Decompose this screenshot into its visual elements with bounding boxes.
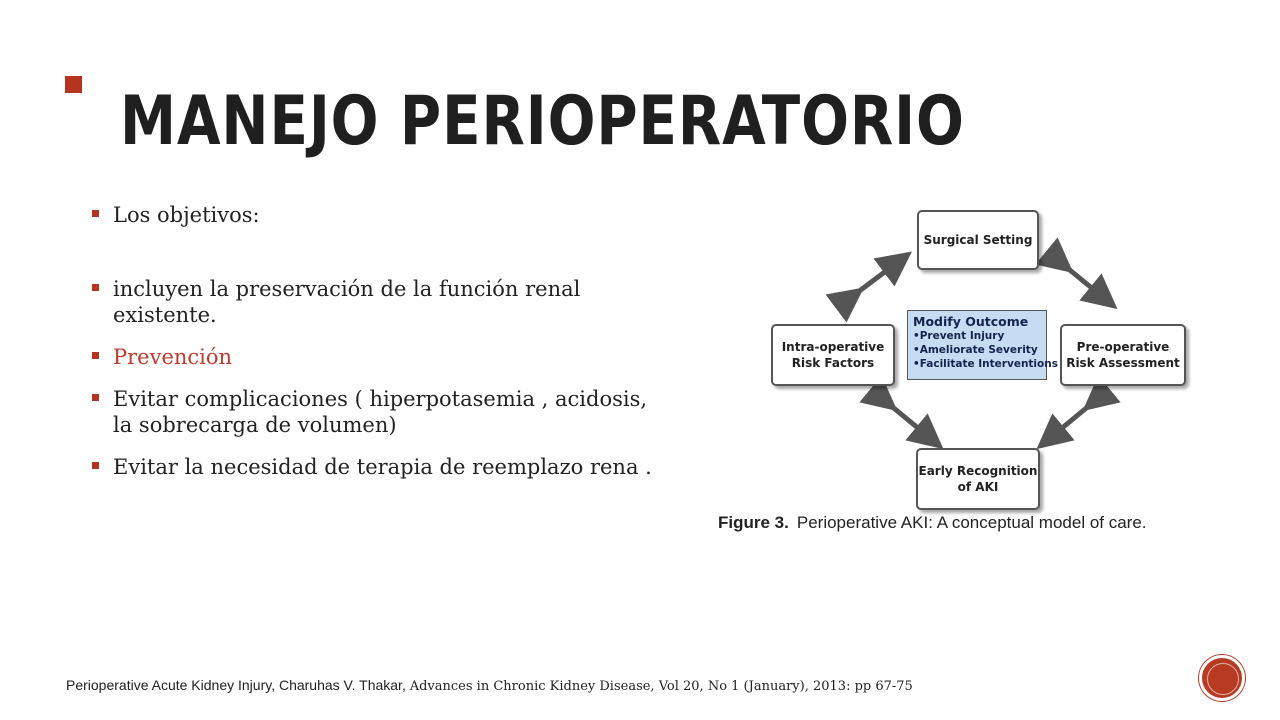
bullet-item: incluyen la preservación de la función renal existente. — [92, 276, 672, 328]
surgical-setting-box: Surgical Setting — [917, 210, 1039, 270]
bullet-item: Los objetivos: — [92, 202, 672, 228]
bullet-item: Evitar complicaciones ( hiperpotasemia , acidosis, la sobrecarga de volumen) — [92, 386, 672, 438]
bullet-marker-icon — [92, 394, 99, 401]
red-circle-logo-icon — [1199, 655, 1245, 701]
bullet-item: Prevención — [92, 344, 672, 370]
bullet-list — [92, 202, 672, 480]
figure-caption: Figure 3. Perioperative AKI: A conceptual model of care. — [718, 513, 1147, 532]
double-arrow-icon — [884, 400, 930, 438]
aki-care-model-figure — [712, 200, 1232, 545]
citation-footer: Perioperative Acute Kidney Injury, Charuhas V. Thakar, Advances in Chronic Kidney Disease, Vol 20, No 1 (January), 2013: pp 67-75 — [66, 677, 913, 694]
title-accent-square — [65, 76, 82, 93]
pre-operative-box: Pre-operative Risk Assessment — [1060, 324, 1186, 386]
bullet-marker-icon — [92, 284, 99, 291]
slide-title: MANEJO PERIOPERATORIO — [120, 82, 965, 161]
double-arrow-icon — [1060, 262, 1104, 298]
bullet-marker-icon — [92, 462, 99, 469]
bullet-marker-icon — [92, 210, 99, 217]
double-arrow-icon — [1050, 400, 1096, 438]
intra-operative-box: Intra-operative Risk Factors — [771, 324, 895, 386]
bullet-marker-icon — [92, 352, 99, 359]
modify-outcome-box: Modify Outcome •Prevent Injury •Ameliorate Severity •Facilitate Interventions — [907, 310, 1047, 380]
bullet-item: Evitar la necesidad de terapia de reemplazo rena . — [92, 454, 672, 480]
double-arrow-icon — [850, 262, 898, 298]
early-recognition-box: Early Recognition of AKI — [916, 448, 1040, 510]
